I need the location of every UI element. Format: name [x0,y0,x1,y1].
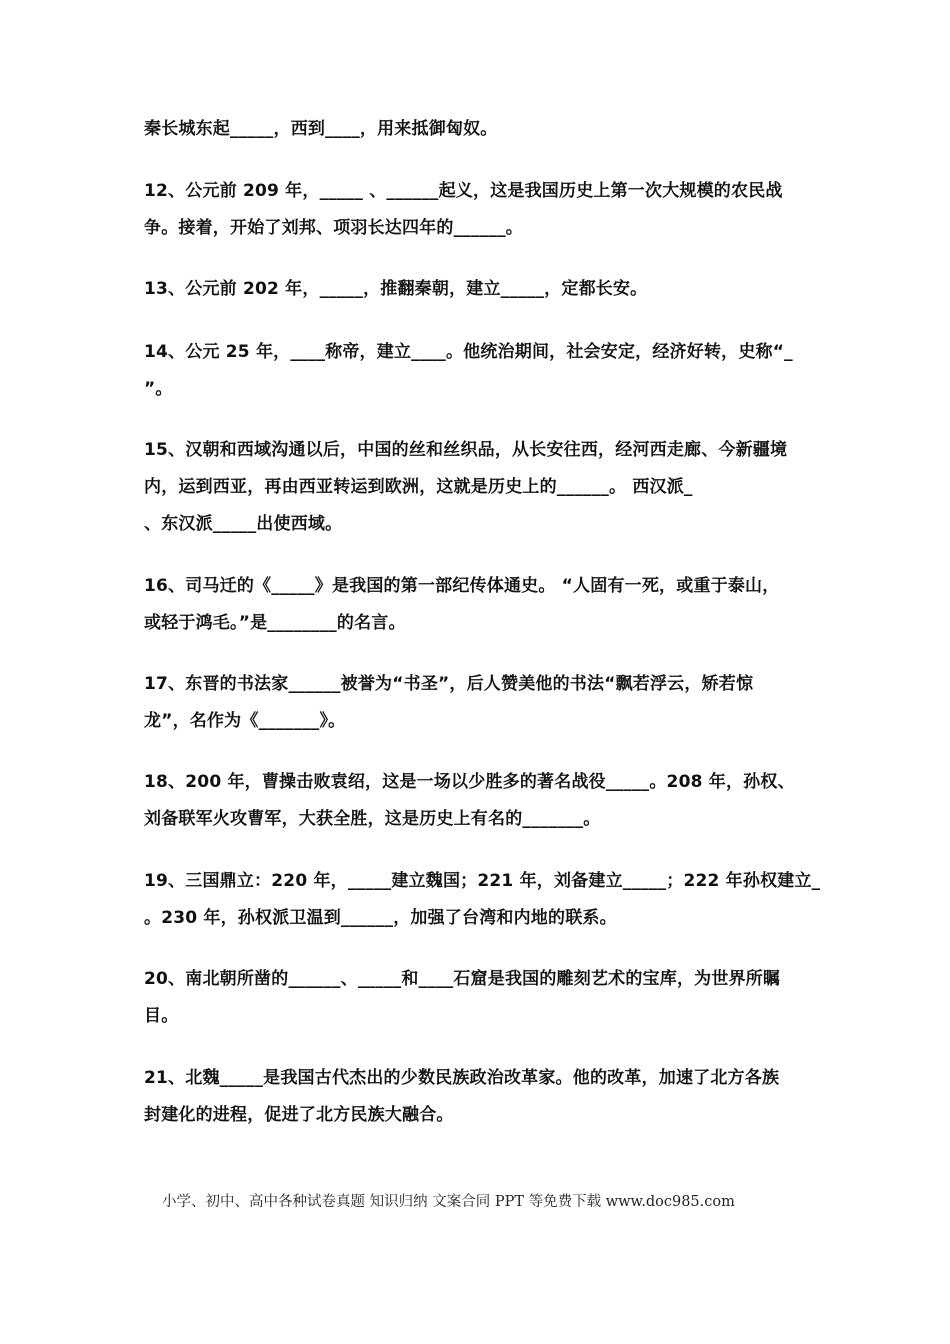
text-line: 20、南北朝所凿的______、_____和____石窟是我国的雕刻艺术的宝库，为世界所瞩 [144,969,781,989]
text-line: 刘备联军火攻曹军，大获全胜，这是历史上有名的_______。 [144,809,601,829]
text-line: 争。接着，开始了刘邦、项羽长达四年的______。 [144,218,523,238]
text-line: 或轻于鸿毛。”是________的名言。 [144,613,406,633]
text-line: 。230 年，孙权派卫温到______，加强了台湾和内地的联系。 [144,908,617,928]
text-line: 12、公元前 209 年，_____ 、______起义，这是我国历史上第一次大规模的农民战 [144,181,783,201]
text-line: 秦长城东起_____，西到____，用来抵御匈奴。 [144,119,498,139]
text-line: 14、公元 25 年，____称帝，建立____。他统治期间，社会安定，经济好转，史称“_ [144,342,793,362]
text-line: 龙”，名作为《_______》。 [144,711,346,731]
text-line: 21、北魏_____是我国古代杰出的少数民族政治改革家。他的改革，加速了北方各族 [144,1068,780,1088]
text-line: 目。 [144,1006,179,1026]
text-line: 封建化的进程，促进了北方民族大融合。 [144,1105,454,1125]
text-line: 13、公元前 202 年，_____，推翻秦朝，建立_____，定都长安。 [144,279,648,299]
text-line: 、东汉派_____出使西域。 [144,514,343,534]
text-line: 内，运到西亚，再由西亚转运到欧洲，这就是历史上的______。 西汉派_ [144,477,693,497]
text-line: ”。 [144,379,173,399]
text-line: 19、三国鼎立：220 年，_____建立魏国；221 年，刘备建立_____；222 年孙权建立_ [144,871,821,891]
text-line: 16、司马迁的《_____》是我国的第一部纪传体通史。 “人固有一死，或重于泰山， [144,576,780,596]
footer-text: 小学、初中、高中各种试卷真题 知识归纳 文案合同 PPT 等免费下载 www.doc985.com [162,1194,735,1210]
text-line: 17、东晋的书法家______被誉为“书圣”，后人赞美他的书法“飘若浮云，矫若惊 [144,674,754,694]
text-line: 18、200 年，曹操击败袁绍，这是一场以少胜多的著名战役_____。208 年，孙权、 [144,772,795,792]
text-line: 15、汉朝和西域沟通以后，中国的丝和丝织品，从长安往西，经河西走廊、今新疆境 [144,440,788,460]
